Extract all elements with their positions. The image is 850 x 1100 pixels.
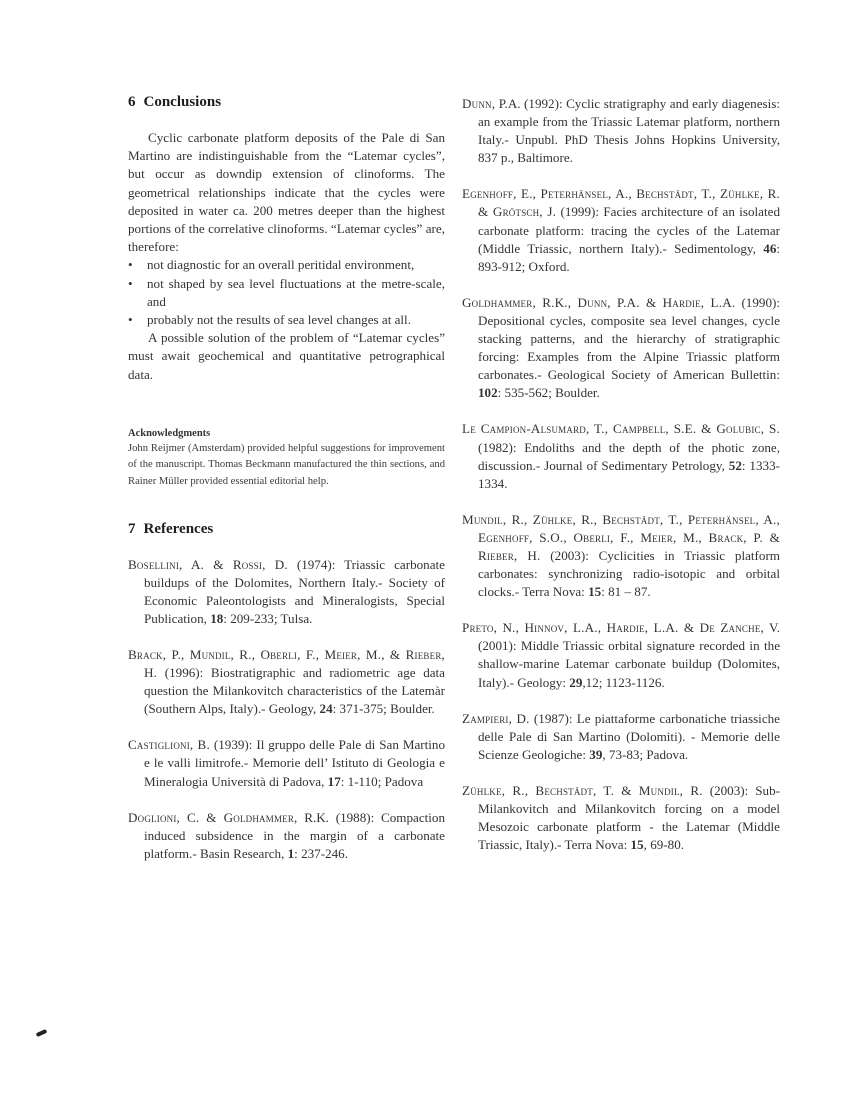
reference-volume: 52 [728,457,742,473]
bullet-item [128,311,445,329]
reference-text: R.K. (1988): Compaction induced subsidence in the margin of a carbonate platform.- Basin Research, [144,809,445,861]
conclusions-paragraph-1: Cyclic carbonate platform deposits of the Pale di San Martino are indistinguishable from the “Latemar cycles”, but occur as downdip extension of clinoforms. The geometrical relationships indicate that the cycles were deposited in water ca. 200 metres deeper than the highest portions of the correlative clinoforms. “Latemar cycles” are, therefore: [128,130,445,255]
bullet-text: not diagnostic for an overall peritidal environment, [147,257,415,273]
reference-entry [462,185,780,275]
references-title: References [143,520,214,537]
reference-text: (1974): Triassic carbonate buildups of the Dolomites, Northern Italy.- Society of Economic Paleontologists and Mineralogists, Special Publication, [144,556,445,626]
reference-volume: 17 [327,773,341,789]
reference-entry [128,556,445,628]
reference-volume: 1 [287,845,295,861]
conclusions-number: 6 [128,94,136,110]
reference-entry [462,95,780,167]
references-list-left [128,556,445,863]
reference-authors: Goldhammer, R.K., Dunn, P.A. & Hardie, L.A. [462,294,736,310]
acknowledgments-title: Acknowledgments [128,427,211,439]
reference-tail: : 535-562; Boulder. [497,385,600,401]
reference-text: (2003): Sub-Milankovitch and Milankovitch forcing on a model Mesozoic carbonate platform - the Latemar (Middle Triassic, Italy).- Terra Nova: [478,782,780,853]
reference-entry [462,511,780,601]
reference-text: (1939): Il gruppo delle Pale di San Martino e le valli limitrofe.- Memorie dell’ Istituto di Geologia e Mineralogia Università di Padova, [144,737,445,789]
reference-volume: 24 [319,701,333,717]
reference-tail: : 81 – 87. [601,584,651,600]
reference-tail: : 209-233; Tulsa. [223,610,313,626]
reference-authors: Egenhoff, E., Peterhänsel, A., Bechstädt, T., Zühlke, R. & Grötsch, J. [462,186,780,220]
bullet-dot-icon: • [128,275,133,291]
bullet-text: probably not the results of sea level changes at all. [147,312,411,328]
conclusions-paragraph-2: A possible solution of the problem of “Latemar cycles” must await geochemical and quantitative petrographical data. [128,330,445,382]
reference-text: V. (2001): Middle Triassic orbital signature recorded in the shallow-marine Latemar carbonate buildup (Dolomites, Italy).- Geology: [478,620,781,690]
reference-tail: : 371-375; Boulder. [332,701,435,717]
bullet-item [128,275,445,311]
reference-authors: Zühlke, R., Bechstädt, T. & Mundil, R. [462,782,703,798]
reference-volume: 39 [589,746,603,762]
reference-authors: Bosellini, A. & Rossi, D. [128,556,288,572]
reference-tail: : 1-110; Padova [340,773,424,789]
reference-volume: 15 [630,837,644,853]
reference-authors: Mundil, R., Zühlke, R., Bechstädt, T., Peterhänsel, A., Egenhoff, S.O., Oberli, F., Meier, M., Brack, P. & Rieber, H. [462,511,780,563]
reference-tail: , 73-83; Padova. [602,746,689,762]
reference-entry [128,809,445,863]
reference-authors: Brack, P., Mundil, R., Oberli, F., Meier, M., & Rieber, H. [128,647,445,681]
references-heading [128,521,445,538]
reference-volume: 46 [763,240,777,256]
bullet-item [128,256,445,274]
reference-tail: : 893-912; Oxford. [478,240,780,274]
reference-text: (1990): Depositional cycles, composite sea level changes, cycle stacking patterns, and the hierarchy of stratigraphic forcing: Examples from the Alpine Triassic platform carbonates.- Geological Society of American Bullettin: [478,294,780,383]
reference-text: (2003): Cyclicities in Triassic platform carbonates: synchronizing radio-isotopic and orbital clocks.- Terra Nova: [478,547,780,600]
reference-entry [462,710,780,764]
bullet-dot-icon: • [128,312,133,328]
reference-authors: Dunn, [462,96,496,111]
acknowledgments-section [128,428,445,491]
right-column [462,92,780,854]
reference-volume: 15 [588,584,602,600]
reference-text: (1996): Biostratigraphic and radiometric age data question the Milankovitch characteristics of the Latemàr (Southern Alps, Italy).- Geology, [144,665,445,717]
reference-text: P.A. (1992): Cyclic stratigraphy and early diagenesis: an example from the Triassic Latemar platform, northern Italy.- Unpubl. PhD Thesis Johns Hopkins University, 837 p., Baltimore. [478,96,780,166]
reference-text: (1999): Facies architecture of an isolated carbonate platform: tracing the cycles of the Latemar (Middle Triassic, northern Italy).- Sedimentology, [478,204,780,256]
reference-volume: 29 [569,674,583,690]
acknowledgments-text: John Reijmer (Amsterdam) provided helpful suggestions for improvement of the manuscript. Thomas Beckmann manufactured the thin sections, and Rainer Müller provided essential editorial help. [128,442,445,488]
reference-entry [462,782,780,854]
reference-authors: Zampieri, D. [462,710,530,726]
reference-entry [462,294,780,403]
reference-entry [128,646,445,718]
scan-mark [36,1029,48,1037]
reference-tail: ,12; 1123-1126. [582,674,665,690]
references-number: 7 [128,520,136,537]
reference-tail: : 237-246. [294,845,348,861]
reference-volume: 102 [478,385,498,401]
reference-authors: Le Campion-Alsumard, T., Campbell, S.E. & Golubic, S. [462,421,780,437]
reference-entry [462,420,780,492]
bullet-dot-icon: • [128,257,133,273]
reference-text: (1982): Endoliths and the depth of the photic zone, discussion.- Journal of Sedimentary Petrology, [478,439,780,473]
reference-tail: , 69-80. [643,837,685,853]
reference-volume: 18 [210,610,224,626]
left-column [128,92,445,863]
bullet-text: not shaped by sea level fluctuations at the metre-scale, and [147,275,445,309]
reference-entry [128,736,445,790]
conclusions-heading [128,94,445,111]
reference-authors: Preto, N., Hinnov, L.A., Hardie, L.A. & De Zanche, [462,620,765,636]
reference-authors: Doglioni, C. & Goldhammer, [128,809,298,825]
reference-tail: : 1333-1334. [478,457,780,491]
reference-text: (1987): Le piattaforme carbonatiche triassiche delle Pale di San Martino (Dolomiti). - Memorie delle Scienze Geologiche: [478,710,780,762]
conclusions-title: Conclusions [143,94,222,110]
reference-authors: Castiglioni, B. [128,737,210,753]
conclusions-bullet-list [128,256,445,329]
reference-entry [462,619,780,691]
conclusions-body [128,129,445,384]
